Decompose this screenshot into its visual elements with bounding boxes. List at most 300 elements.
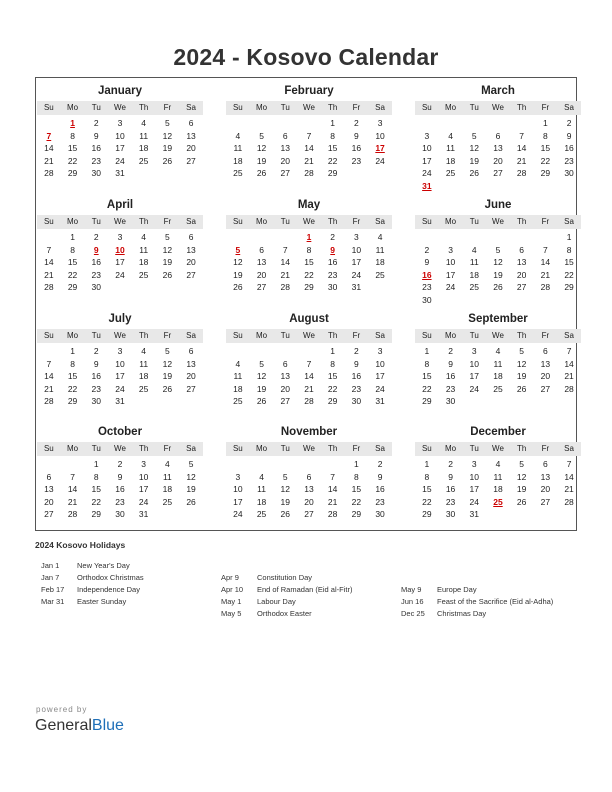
day-cell[interactable]: 28: [304, 396, 314, 406]
day-cell[interactable]: 8: [424, 358, 430, 369]
day-cell[interactable]: 6: [46, 471, 52, 482]
day-cell[interactable]: 9: [424, 257, 430, 267]
day-cell[interactable]: 16: [115, 484, 125, 494]
day-cell[interactable]: 18: [162, 484, 173, 494]
day-cell[interactable]: 26: [186, 496, 196, 507]
day-cell[interactable]: 26: [280, 509, 290, 519]
day-cell[interactable]: 31: [115, 168, 125, 178]
day-cell[interactable]: 15: [422, 484, 432, 494]
day-cell[interactable]: 19: [186, 484, 196, 494]
day-cell[interactable]: 7: [282, 244, 288, 255]
day-cell[interactable]: 23: [115, 496, 125, 507]
day-cell[interactable]: 13: [304, 484, 314, 494]
day-cell[interactable]: 22: [564, 269, 574, 280]
day-cell[interactable]: 13: [280, 371, 290, 381]
day-cell[interactable]: 7: [46, 358, 52, 369]
day-cell[interactable]: 23: [351, 383, 362, 394]
day-cell[interactable]: 15: [351, 484, 362, 494]
day-cell[interactable]: 29: [304, 282, 314, 292]
day-cell[interactable]: 19: [280, 496, 290, 507]
day-cell[interactable]: 18: [445, 155, 456, 166]
day-cell[interactable]: 25: [138, 269, 149, 280]
day-cell[interactable]: 17: [422, 155, 432, 166]
day-cell[interactable]: 13: [44, 484, 54, 494]
day-cell[interactable]: 2: [330, 232, 336, 242]
day-cell[interactable]: 26: [516, 496, 527, 507]
day-cell[interactable]: 28: [564, 383, 574, 394]
day-cell[interactable]: 27: [186, 269, 196, 280]
day-cell[interactable]: 1: [424, 459, 430, 469]
day-cell[interactable]: 3: [471, 459, 477, 469]
day-cell[interactable]: 2: [93, 118, 99, 128]
day-cell[interactable]: 5: [282, 471, 288, 482]
day-cell[interactable]: 6: [188, 346, 194, 356]
day-cell[interactable]: 14: [304, 371, 314, 381]
day-cell[interactable]: 27: [280, 168, 290, 178]
day-cell[interactable]: 3: [141, 459, 147, 469]
day-cell[interactable]: 16: [327, 257, 338, 267]
day-cell[interactable]: 19: [469, 155, 479, 166]
day-cell[interactable]: 24: [375, 383, 385, 394]
day-cell[interactable]: 25: [469, 282, 479, 292]
day-cell[interactable]: 22: [327, 155, 338, 166]
day-cell[interactable]: 3: [354, 232, 359, 242]
holiday-day-cell[interactable]: 1: [70, 118, 75, 128]
day-cell[interactable]: 10: [469, 358, 479, 369]
day-cell[interactable]: 15: [327, 371, 338, 381]
day-cell[interactable]: 5: [519, 459, 525, 469]
day-cell[interactable]: 16: [91, 371, 101, 381]
day-cell[interactable]: 12: [493, 257, 503, 267]
day-cell[interactable]: 24: [422, 168, 432, 178]
day-cell[interactable]: 6: [259, 244, 264, 255]
day-cell[interactable]: 1: [424, 346, 430, 356]
day-cell[interactable]: 13: [186, 358, 196, 369]
day-cell[interactable]: 23: [327, 269, 338, 280]
day-cell[interactable]: 10: [351, 244, 362, 255]
day-cell[interactable]: 12: [162, 358, 173, 369]
day-cell[interactable]: 19: [162, 143, 173, 153]
day-cell[interactable]: 19: [162, 371, 173, 381]
day-cell[interactable]: 5: [519, 346, 525, 356]
day-cell[interactable]: 12: [516, 471, 527, 482]
day-cell[interactable]: 2: [448, 346, 453, 356]
day-cell[interactable]: 18: [138, 257, 149, 267]
day-cell[interactable]: 7: [306, 358, 312, 369]
day-cell[interactable]: 19: [516, 371, 527, 381]
day-cell[interactable]: 14: [564, 358, 574, 369]
day-cell[interactable]: 30: [91, 168, 101, 178]
day-cell[interactable]: 29: [91, 509, 101, 519]
day-cell[interactable]: 22: [422, 496, 432, 507]
day-cell[interactable]: 7: [46, 244, 52, 255]
day-cell[interactable]: 4: [448, 130, 453, 141]
day-cell[interactable]: 24: [375, 155, 385, 166]
day-cell[interactable]: 20: [256, 269, 267, 280]
day-cell[interactable]: 27: [540, 496, 551, 507]
day-cell[interactable]: 2: [354, 346, 359, 356]
day-cell[interactable]: 11: [233, 371, 243, 381]
day-cell[interactable]: 2: [377, 459, 383, 469]
day-cell[interactable]: 20: [540, 484, 551, 494]
day-cell[interactable]: 28: [516, 168, 527, 178]
day-cell[interactable]: 8: [330, 358, 336, 369]
holiday-day-cell[interactable]: 5: [235, 244, 241, 255]
day-cell[interactable]: 15: [67, 257, 78, 267]
day-cell[interactable]: 25: [445, 168, 456, 178]
day-cell[interactable]: 20: [493, 155, 503, 166]
day-cell[interactable]: 1: [330, 346, 336, 356]
day-cell[interactable]: 22: [91, 496, 101, 507]
day-cell[interactable]: 15: [564, 257, 574, 267]
day-cell[interactable]: 10: [233, 484, 243, 494]
day-cell[interactable]: 13: [186, 244, 196, 255]
day-cell[interactable]: 22: [67, 155, 78, 166]
day-cell[interactable]: 6: [188, 118, 194, 128]
day-cell[interactable]: 16: [351, 143, 362, 153]
day-cell[interactable]: 2: [566, 118, 572, 128]
day-cell[interactable]: 18: [138, 143, 149, 153]
day-cell[interactable]: 6: [543, 346, 548, 356]
day-cell[interactable]: 30: [91, 282, 101, 292]
day-cell[interactable]: 18: [493, 484, 503, 494]
day-cell[interactable]: 3: [117, 232, 123, 242]
day-cell[interactable]: 14: [280, 257, 290, 267]
day-cell[interactable]: 5: [165, 118, 170, 128]
day-cell[interactable]: 13: [540, 358, 551, 369]
day-cell[interactable]: 21: [564, 484, 574, 494]
day-cell[interactable]: 28: [327, 509, 338, 519]
day-cell[interactable]: 7: [566, 459, 572, 469]
day-cell[interactable]: 26: [233, 282, 243, 292]
day-cell[interactable]: 5: [188, 459, 194, 469]
day-cell[interactable]: 2: [93, 232, 99, 242]
day-cell[interactable]: 12: [256, 143, 267, 153]
day-cell[interactable]: 8: [330, 130, 336, 141]
day-cell[interactable]: 30: [445, 396, 456, 406]
day-cell[interactable]: 4: [259, 471, 264, 482]
day-cell[interactable]: 23: [91, 269, 101, 280]
day-cell[interactable]: 4: [235, 130, 241, 141]
day-cell[interactable]: 10: [469, 471, 479, 482]
day-cell[interactable]: 16: [91, 143, 101, 153]
day-cell[interactable]: 11: [257, 484, 266, 494]
day-cell[interactable]: 28: [67, 509, 78, 519]
day-cell[interactable]: 22: [327, 383, 338, 394]
day-cell[interactable]: 4: [495, 346, 501, 356]
day-cell[interactable]: 23: [445, 383, 456, 394]
day-cell[interactable]: 24: [115, 269, 125, 280]
day-cell[interactable]: 18: [469, 269, 479, 280]
day-cell[interactable]: 9: [117, 471, 123, 482]
day-cell[interactable]: 24: [138, 496, 149, 507]
day-cell[interactable]: 2: [448, 459, 453, 469]
brand-logo[interactable]: [35, 717, 124, 735]
day-cell[interactable]: 21: [280, 269, 290, 280]
day-cell[interactable]: 2: [424, 244, 430, 255]
day-cell[interactable]: 31: [351, 282, 362, 292]
day-cell[interactable]: 22: [422, 383, 432, 394]
day-cell[interactable]: 14: [540, 257, 551, 267]
day-cell[interactable]: 17: [445, 269, 456, 280]
day-cell[interactable]: 8: [70, 244, 75, 255]
day-cell[interactable]: 23: [445, 496, 456, 507]
day-cell[interactable]: 21: [67, 496, 78, 507]
day-cell[interactable]: 21: [540, 269, 551, 280]
day-cell[interactable]: 20: [304, 496, 314, 507]
day-cell[interactable]: 28: [280, 282, 290, 292]
day-cell[interactable]: 12: [469, 143, 479, 153]
day-cell[interactable]: 22: [67, 269, 78, 280]
day-cell[interactable]: 29: [67, 168, 78, 178]
day-cell[interactable]: 26: [516, 383, 527, 394]
day-cell[interactable]: 11: [139, 358, 149, 369]
day-cell[interactable]: 7: [566, 346, 572, 356]
day-cell[interactable]: 28: [304, 168, 314, 178]
day-cell[interactable]: 25: [138, 383, 149, 394]
day-cell[interactable]: 27: [540, 383, 551, 394]
day-cell[interactable]: 15: [540, 143, 551, 153]
day-cell[interactable]: 30: [351, 396, 362, 406]
day-cell[interactable]: 22: [540, 155, 551, 166]
holiday-day-cell[interactable]: 7: [46, 130, 52, 141]
day-cell[interactable]: 14: [44, 143, 54, 153]
day-cell[interactable]: 20: [186, 143, 196, 153]
day-cell[interactable]: 3: [117, 118, 123, 128]
day-cell[interactable]: 26: [162, 383, 173, 394]
day-cell[interactable]: 19: [162, 257, 173, 267]
day-cell[interactable]: 12: [516, 358, 527, 369]
day-cell[interactable]: 26: [256, 396, 267, 406]
day-cell[interactable]: 20: [186, 257, 196, 267]
day-cell[interactable]: 18: [256, 496, 267, 507]
day-cell[interactable]: 20: [44, 496, 54, 507]
day-cell[interactable]: 20: [540, 371, 551, 381]
day-cell[interactable]: 4: [235, 358, 241, 369]
day-cell[interactable]: 19: [256, 155, 267, 166]
day-cell[interactable]: 11: [162, 471, 172, 482]
day-cell[interactable]: 28: [540, 282, 551, 292]
day-cell[interactable]: 10: [445, 257, 456, 267]
day-cell[interactable]: 3: [424, 130, 430, 141]
day-cell[interactable]: 6: [188, 232, 194, 242]
day-cell[interactable]: 30: [445, 509, 456, 519]
day-cell[interactable]: 1: [354, 459, 359, 469]
day-cell[interactable]: 17: [469, 371, 479, 381]
day-cell[interactable]: 7: [519, 130, 525, 141]
day-cell[interactable]: 3: [235, 471, 241, 482]
day-cell[interactable]: 1: [543, 118, 548, 128]
day-cell[interactable]: 1: [93, 459, 99, 469]
day-cell[interactable]: 23: [91, 383, 101, 394]
day-cell[interactable]: 20: [516, 269, 527, 280]
day-cell[interactable]: 5: [495, 244, 501, 255]
day-cell[interactable]: 12: [256, 371, 267, 381]
day-cell[interactable]: 9: [354, 358, 359, 369]
day-cell[interactable]: 5: [259, 358, 264, 369]
day-cell[interactable]: 25: [375, 269, 385, 280]
day-cell[interactable]: 4: [141, 346, 147, 356]
day-cell[interactable]: 27: [493, 168, 503, 178]
day-cell[interactable]: 4: [165, 459, 170, 469]
day-cell[interactable]: 24: [469, 496, 479, 507]
day-cell[interactable]: 21: [44, 383, 54, 394]
day-cell[interactable]: 5: [471, 130, 477, 141]
day-cell[interactable]: 9: [93, 358, 99, 369]
day-cell[interactable]: 9: [93, 130, 99, 141]
day-cell[interactable]: 23: [91, 155, 101, 166]
day-cell[interactable]: 4: [377, 232, 383, 242]
day-cell[interactable]: 16: [91, 257, 101, 267]
day-cell[interactable]: 12: [233, 257, 243, 267]
day-cell[interactable]: 18: [493, 371, 503, 381]
day-cell[interactable]: 19: [493, 269, 503, 280]
day-cell[interactable]: 12: [280, 484, 290, 494]
day-cell[interactable]: 17: [469, 484, 479, 494]
day-cell[interactable]: 17: [138, 484, 149, 494]
day-cell[interactable]: 15: [91, 484, 101, 494]
day-cell[interactable]: 16: [375, 484, 385, 494]
day-cell[interactable]: 29: [67, 396, 78, 406]
day-cell[interactable]: 8: [70, 130, 75, 141]
holiday-day-cell[interactable]: 16: [422, 269, 432, 280]
day-cell[interactable]: 8: [354, 471, 359, 482]
day-cell[interactable]: 31: [138, 509, 149, 519]
day-cell[interactable]: 21: [516, 155, 527, 166]
day-cell[interactable]: 7: [543, 244, 548, 255]
day-cell[interactable]: 30: [375, 509, 385, 519]
day-cell[interactable]: 24: [233, 509, 243, 519]
day-cell[interactable]: 2: [117, 459, 123, 469]
holiday-day-cell[interactable]: 25: [493, 496, 503, 507]
day-cell[interactable]: 30: [115, 509, 125, 519]
day-cell[interactable]: 24: [115, 383, 125, 394]
day-cell[interactable]: 14: [327, 484, 338, 494]
day-cell[interactable]: 7: [306, 130, 312, 141]
holiday-day-cell[interactable]: 9: [93, 244, 99, 255]
day-cell[interactable]: 5: [165, 346, 170, 356]
day-cell[interactable]: 10: [138, 471, 149, 482]
day-cell[interactable]: 21: [304, 155, 314, 166]
day-cell[interactable]: 14: [44, 371, 54, 381]
day-cell[interactable]: 8: [566, 244, 572, 255]
day-cell[interactable]: 15: [67, 143, 78, 153]
day-cell[interactable]: 6: [519, 244, 525, 255]
day-cell[interactable]: 19: [516, 484, 527, 494]
day-cell[interactable]: 8: [93, 471, 99, 482]
day-cell[interactable]: 9: [448, 471, 453, 482]
day-cell[interactable]: 13: [516, 257, 527, 267]
day-cell[interactable]: 18: [375, 257, 385, 267]
day-cell[interactable]: 13: [493, 143, 503, 153]
day-cell[interactable]: 13: [280, 143, 290, 153]
day-cell[interactable]: 2: [354, 118, 359, 128]
day-cell[interactable]: 25: [138, 155, 149, 166]
day-cell[interactable]: 6: [282, 130, 288, 141]
day-cell[interactable]: 11: [493, 471, 503, 482]
day-cell[interactable]: 4: [495, 459, 501, 469]
day-cell[interactable]: 11: [493, 358, 503, 369]
day-cell[interactable]: 3: [377, 346, 383, 356]
day-cell[interactable]: 31: [115, 396, 125, 406]
day-cell[interactable]: 29: [67, 282, 78, 292]
day-cell[interactable]: 5: [259, 130, 264, 141]
day-cell[interactable]: 23: [564, 155, 574, 166]
day-cell[interactable]: 27: [304, 509, 314, 519]
day-cell[interactable]: 13: [186, 130, 196, 141]
day-cell[interactable]: 29: [351, 509, 362, 519]
day-cell[interactable]: 25: [493, 383, 503, 394]
day-cell[interactable]: 4: [471, 244, 477, 255]
day-cell[interactable]: 16: [564, 143, 574, 153]
day-cell[interactable]: 27: [280, 396, 290, 406]
day-cell[interactable]: 8: [543, 130, 548, 141]
day-cell[interactable]: 1: [330, 118, 336, 128]
day-cell[interactable]: 25: [233, 168, 243, 178]
day-cell[interactable]: 1: [566, 232, 572, 242]
day-cell[interactable]: 9: [354, 130, 359, 141]
day-cell[interactable]: 27: [186, 155, 196, 166]
day-cell[interactable]: 30: [564, 168, 574, 178]
day-cell[interactable]: 3: [117, 346, 123, 356]
day-cell[interactable]: 22: [304, 269, 314, 280]
day-cell[interactable]: 26: [256, 168, 267, 178]
day-cell[interactable]: 14: [516, 143, 527, 153]
day-cell[interactable]: 7: [330, 471, 336, 482]
day-cell[interactable]: 21: [44, 155, 54, 166]
day-cell[interactable]: 8: [424, 471, 430, 482]
day-cell[interactable]: 28: [44, 168, 54, 178]
day-cell[interactable]: 15: [304, 257, 314, 267]
day-cell[interactable]: 12: [162, 244, 173, 255]
day-cell[interactable]: 6: [543, 459, 548, 469]
day-cell[interactable]: 10: [422, 143, 432, 153]
day-cell[interactable]: 23: [375, 496, 385, 507]
day-cell[interactable]: 18: [233, 383, 243, 394]
day-cell[interactable]: 29: [422, 396, 432, 406]
holiday-day-cell[interactable]: 17: [375, 143, 385, 153]
day-cell[interactable]: 9: [448, 358, 453, 369]
day-cell[interactable]: 23: [351, 155, 362, 166]
holiday-day-cell[interactable]: 10: [115, 244, 125, 255]
day-cell[interactable]: 8: [306, 244, 312, 255]
day-cell[interactable]: 22: [351, 496, 362, 507]
day-cell[interactable]: 25: [233, 396, 243, 406]
day-cell[interactable]: 15: [422, 371, 432, 381]
holiday-day-cell[interactable]: 1: [306, 232, 312, 242]
day-cell[interactable]: 29: [327, 396, 338, 406]
day-cell[interactable]: 29: [327, 168, 338, 178]
day-cell[interactable]: 6: [306, 471, 312, 482]
day-cell[interactable]: 12: [186, 471, 196, 482]
day-cell[interactable]: 21: [44, 269, 54, 280]
day-cell[interactable]: 26: [493, 282, 503, 292]
day-cell[interactable]: 17: [351, 257, 362, 267]
day-cell[interactable]: 21: [304, 383, 314, 394]
day-cell[interactable]: 14: [44, 257, 54, 267]
day-cell[interactable]: 10: [375, 130, 385, 141]
day-cell[interactable]: 16: [351, 371, 362, 381]
day-cell[interactable]: 13: [540, 471, 551, 482]
day-cell[interactable]: 21: [327, 496, 338, 507]
day-cell[interactable]: 9: [377, 471, 383, 482]
day-cell[interactable]: 29: [540, 168, 551, 178]
day-cell[interactable]: 16: [445, 371, 456, 381]
day-cell[interactable]: 16: [445, 484, 456, 494]
day-cell[interactable]: 2: [93, 346, 99, 356]
day-cell[interactable]: 11: [469, 257, 479, 267]
day-cell[interactable]: 14: [67, 484, 78, 494]
